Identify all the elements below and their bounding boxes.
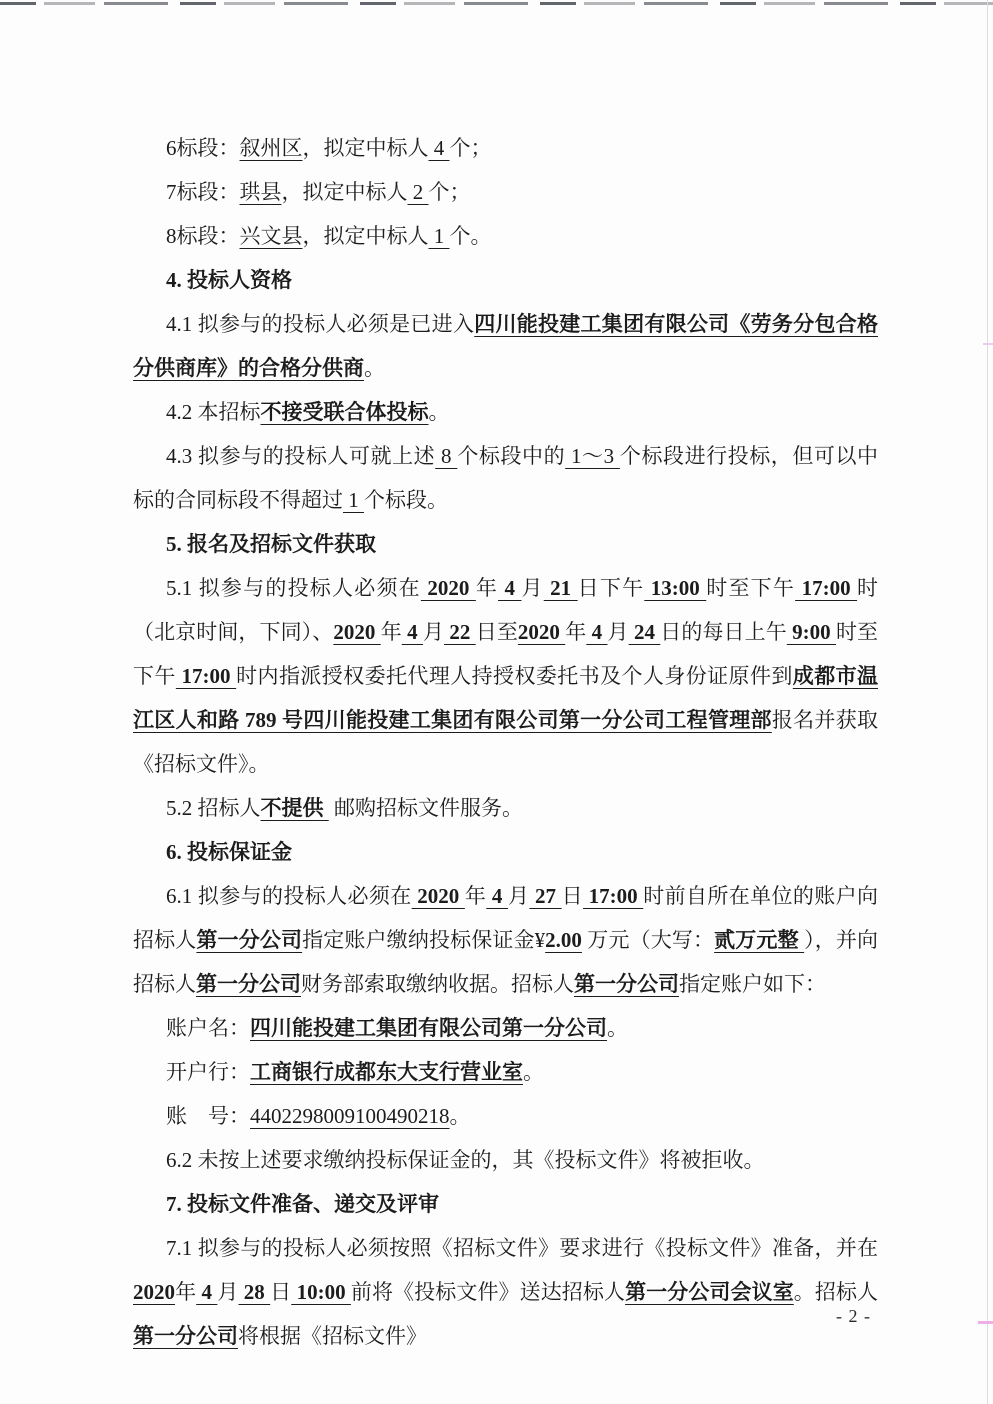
text-run: 24 — [628, 620, 661, 644]
text-run: 17:00 — [175, 664, 237, 688]
text-run: 邮购招标文件服务。 — [328, 796, 523, 820]
text-run: 开户行： — [166, 1060, 250, 1084]
text-run: 21 — [543, 576, 578, 600]
text-run: 贰万元整 — [714, 928, 805, 952]
text-run: 年 — [464, 884, 487, 908]
text-run: 7标段： — [166, 180, 240, 204]
text-run: 财务部索取缴纳收据。招标人 — [301, 972, 574, 996]
text-run: 2020 — [420, 576, 476, 600]
section-4-title — [133, 258, 878, 302]
clause-4-2 — [133, 390, 878, 434]
text-run: 叙州区 — [239, 136, 303, 160]
text-run: 4 — [196, 1280, 218, 1304]
text-run: 2.00 — [545, 928, 582, 952]
text-run: 月 — [508, 884, 530, 908]
text-run: 个； — [428, 180, 471, 204]
text-run: ，拟定中标人 — [281, 180, 408, 204]
text-run: 第一分公司 — [196, 972, 301, 996]
text-run: 年 — [475, 576, 499, 600]
text-run: 时内指派授权委托代理人持授权委托书及个人身份证原件到 — [236, 664, 793, 688]
text-run: 2020 — [517, 620, 566, 644]
text-run: 工商银行成都东大支行营业室 — [250, 1060, 523, 1084]
text-run: 第一分公司 — [196, 928, 303, 952]
section-6-title — [133, 830, 878, 874]
lot-8 — [133, 214, 878, 258]
text-run: 年 — [565, 620, 587, 644]
scan-pink-mark-lower — [978, 1321, 993, 1324]
text-run: 不接受联合体投标 — [260, 400, 429, 424]
text-run: 4 — [586, 620, 608, 644]
text-run: 10:00 — [291, 1280, 351, 1304]
text-run: 4402298009100490218 — [250, 1104, 450, 1128]
text-run: 。 — [449, 1104, 471, 1128]
clause-5-2 — [133, 786, 878, 830]
text-run: ，拟定中标人 — [302, 136, 429, 160]
text-run: 兴文县 — [239, 224, 303, 248]
scan-top-edge-artifact — [0, 2, 993, 5]
text-run: 时至下午 — [706, 576, 796, 600]
text-run: 日的每日上午 — [660, 620, 787, 644]
text-run: 日 — [561, 884, 583, 908]
text-run: 月 — [422, 620, 445, 644]
text-run: 6. 投标保证金 — [166, 840, 292, 864]
text-run: 个标段。 — [364, 488, 448, 512]
text-run: 5.2 招标人 — [166, 796, 261, 820]
text-run: 四川能投建工集团有限公司第一分公司 — [250, 1016, 607, 1040]
text-run: 2020 — [333, 620, 381, 644]
account-name-line — [133, 1006, 878, 1050]
text-run: 万元（大写： — [581, 928, 715, 952]
text-run: 27 — [529, 884, 562, 908]
text-run: 6.2 未按上述要求缴纳投标保证金的，其《投标文件》将被拒收。 — [166, 1148, 765, 1172]
text-run: 账 号： — [166, 1104, 250, 1128]
account-number-line — [133, 1094, 878, 1138]
text-run: 1 — [343, 488, 364, 512]
text-run: 指定账户缴纳投标保证金¥ — [302, 928, 546, 952]
text-run: 时前自所在单位的账户向招标人 — [133, 884, 878, 952]
text-run: 个标段中的 — [457, 444, 566, 468]
page-number: - 2 - — [836, 1306, 871, 1326]
text-run: 13:00 — [644, 576, 707, 600]
document-body — [133, 126, 878, 1358]
text-run: 。 — [607, 1016, 628, 1040]
clause-6-1 — [133, 874, 878, 1006]
text-run: 第一分公司会议室 — [625, 1280, 794, 1304]
text-run: 年 — [380, 620, 402, 644]
text-run: 四川能投建工集团有限公司《劳务分包合格分供商库》的合格分供商 — [133, 312, 878, 380]
text-run: 7. 投标文件准备、递交及评审 — [166, 1192, 439, 1216]
section-7-title — [133, 1182, 878, 1226]
text-run: 珙县 — [239, 180, 282, 204]
text-run: 第一分公司 — [574, 972, 679, 996]
text-run: 2020 — [411, 884, 465, 908]
section-5-title — [133, 522, 878, 566]
text-run: 2020 — [133, 1280, 175, 1304]
text-run: 。 — [523, 1060, 544, 1084]
text-run: 4. 投标人资格 — [166, 268, 292, 292]
text-run: 成都市温江区人和路 789 号四川能投建工集团有限公司第一分公司工程管理部 — [133, 664, 879, 732]
scan-pink-mark-upper — [983, 343, 993, 345]
text-run: 个。 — [449, 224, 492, 248]
text-run: 。 — [428, 400, 450, 424]
text-run: 5.1 拟参与的投标人必须在 — [166, 576, 421, 600]
text-run: 4 — [428, 136, 450, 160]
text-run: 17:00 — [583, 884, 644, 908]
text-run: 日下午 — [577, 576, 645, 600]
text-run: 月 — [217, 1280, 239, 1304]
text-run: 4.3 拟参与的投标人可就上述 — [166, 444, 436, 468]
page-footer — [836, 1306, 871, 1327]
text-run: ，拟定中标人 — [302, 224, 429, 248]
text-run: 17:00 — [795, 576, 858, 600]
text-run: 1 — [428, 224, 450, 248]
text-run: 月 — [607, 620, 629, 644]
text-run: 第一分公司 — [133, 1324, 238, 1348]
text-run: 22 — [444, 620, 476, 644]
text-run: 28 — [238, 1280, 271, 1304]
text-run: 。 — [364, 356, 385, 380]
text-run: 1～3 — [565, 444, 620, 468]
lot-7 — [133, 170, 878, 214]
clause-4-3 — [133, 434, 878, 522]
text-run: 不提供 — [260, 796, 329, 820]
text-run: 日 — [270, 1280, 292, 1304]
text-run: 8 — [435, 444, 458, 468]
text-run: 6标段： — [166, 136, 240, 160]
clause-4-1 — [133, 302, 878, 390]
text-run: 时（北京时间，下同）、 — [133, 576, 879, 644]
scan-right-edge-line — [987, 0, 988, 1404]
clause-5-1 — [133, 566, 878, 786]
text-run: 6.1 拟参与的投标人必须在 — [166, 884, 412, 908]
text-run: 4.2 本招标 — [166, 400, 261, 424]
text-run: 7.1 拟参与的投标人必须按照《招标文件》要求进行《投标文件》准备，并在 — [166, 1236, 878, 1260]
text-run: 前将《投标文件》送达招标人 — [350, 1280, 626, 1304]
text-run: 。招标人 — [793, 1280, 879, 1304]
text-run: 4 — [401, 620, 423, 644]
text-run: 将根据《招标文件》 — [238, 1324, 427, 1348]
text-run: 8标段： — [166, 224, 240, 248]
text-run: 指定账户如下： — [679, 972, 826, 996]
text-run: 年 — [175, 1280, 197, 1304]
text-run: 个； — [449, 136, 492, 160]
text-run: 4 — [486, 884, 508, 908]
clause-7-1 — [133, 1226, 878, 1358]
text-run: 日至 — [475, 620, 518, 644]
text-run: 4 — [498, 576, 522, 600]
bank-line — [133, 1050, 878, 1094]
text-run: ），并向招标人 — [133, 928, 879, 996]
text-run: 账户名： — [166, 1016, 250, 1040]
lot-6 — [133, 126, 878, 170]
text-run: 时至下午 — [133, 620, 879, 688]
text-run: 个标段进行投标，但可以中标的合同标段不得超过 — [133, 444, 879, 512]
text-run: 5. 报名及招标文件获取 — [166, 532, 376, 556]
text-run: 9:00 — [786, 620, 836, 644]
text-run: 月 — [521, 576, 544, 600]
text-run: 4.1 拟参与的投标人必须是已进入 — [166, 312, 475, 336]
text-run: 2 — [407, 180, 429, 204]
text-run: 报名并获取《招标文件》。 — [133, 708, 879, 776]
clause-6-2 — [133, 1138, 878, 1182]
